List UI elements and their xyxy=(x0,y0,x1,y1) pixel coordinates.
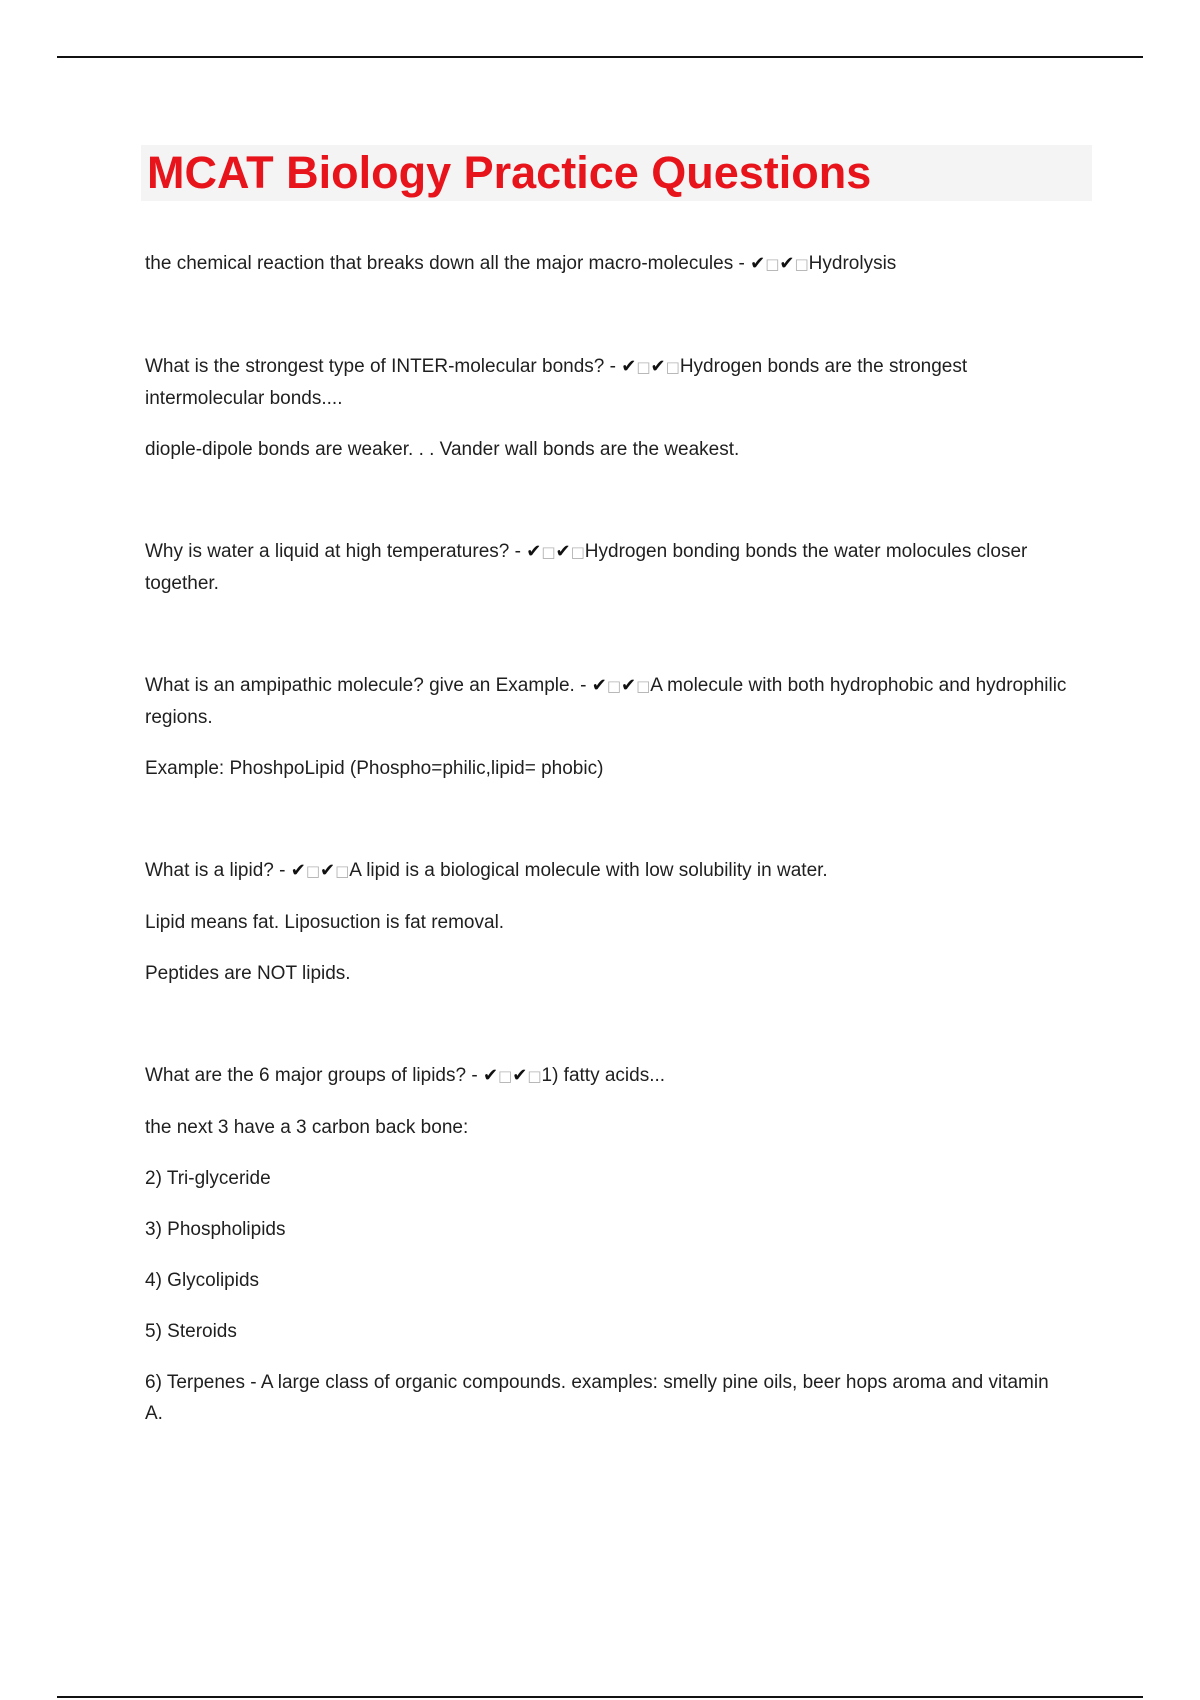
qa-question: What is the strongest type of INTER-molecular bonds? - xyxy=(145,356,622,377)
qa-question: What is an ampipathic molecule? give an Example. - xyxy=(145,675,592,696)
bottom-rule xyxy=(57,1696,1143,1698)
qa-item xyxy=(145,351,1070,465)
box-glyph-icon: □ xyxy=(527,1067,542,1085)
qa-question-line xyxy=(145,536,1070,599)
box-glyph-icon: □ xyxy=(570,543,585,561)
check-mark-icon: ✔ xyxy=(526,541,542,562)
qa-question-line xyxy=(145,351,1070,414)
qa-answer: Hydrolysis xyxy=(808,253,897,274)
box-glyph-icon: □ xyxy=(305,862,321,880)
qa-extra-line: 3) Phospholipids xyxy=(145,1219,286,1240)
check-mark-icon: ✔ xyxy=(290,860,306,881)
qa-extra-line: 5) Steroids xyxy=(145,1321,237,1342)
qa-extra-line: Example: PhoshpoLipid (Phospho=philic,lipid= phobic) xyxy=(145,758,604,779)
box-glyph-icon: □ xyxy=(636,677,651,695)
qa-answer: A lipid is a biological molecule with low solubility in water. xyxy=(349,860,828,881)
qa-item xyxy=(145,670,1070,784)
check-mark-icon: ✔ xyxy=(512,1065,528,1086)
check-mark-icon: ✔ xyxy=(750,253,766,274)
qa-item xyxy=(145,536,1070,599)
box-glyph-icon: □ xyxy=(636,358,651,376)
qa-extra-line: the next 3 have a 3 carbon back bone: xyxy=(145,1117,469,1138)
box-glyph-icon: □ xyxy=(335,862,350,880)
check-mark-icon: ✔ xyxy=(621,356,637,377)
qa-answer: Hydrogen bonds are the strongest intermolecular bonds.... xyxy=(145,356,968,409)
check-mark-icon: ✔ xyxy=(555,541,571,562)
qa-extra-line: 6) Terpenes - A large class of organic compounds. examples: smelly pine oils, beer hops aroma and vitamin A. xyxy=(145,1372,1049,1424)
qa-item xyxy=(145,1060,1070,1429)
qa-extra-line: 4) Glycolipids xyxy=(145,1270,260,1291)
check-mark-icon: ✔ xyxy=(591,675,607,696)
check-mark-icon: ✔ xyxy=(482,1065,499,1086)
qa-question-line xyxy=(145,855,1070,887)
qa-item xyxy=(145,248,1070,280)
box-glyph-icon: □ xyxy=(541,543,556,561)
qa-question-line xyxy=(145,670,1070,733)
box-glyph-icon: □ xyxy=(794,255,809,273)
check-mark-icon: ✔ xyxy=(650,356,666,377)
box-glyph-icon: □ xyxy=(765,255,780,273)
qa-question: What is a lipid? - xyxy=(145,860,291,881)
qa-answer: A molecule with both hydrophobic and hydrophilic regions. xyxy=(145,675,1067,728)
qa-extra-line: Lipid means fat. Liposuction is fat removal. xyxy=(145,912,505,933)
box-glyph-icon: □ xyxy=(606,677,621,695)
qa-question-line xyxy=(145,1060,1070,1092)
qa-question-line xyxy=(145,248,1070,280)
page-title: MCAT Biology Practice Questions xyxy=(147,147,872,198)
check-mark-icon: ✔ xyxy=(320,860,336,881)
qa-answer: 1) fatty acids... xyxy=(541,1065,666,1086)
qa-extra-line: Peptides are NOT lipids. xyxy=(145,963,351,984)
qa-extra-line: diople-dipole bonds are weaker. . . Vander wall bonds are the weakest. xyxy=(145,439,740,460)
check-mark-icon: ✔ xyxy=(621,675,637,696)
qa-item xyxy=(145,855,1070,989)
box-glyph-icon: □ xyxy=(665,358,680,376)
top-rule xyxy=(57,56,1143,58)
box-glyph-icon: □ xyxy=(498,1067,513,1085)
check-mark-icon: ✔ xyxy=(779,253,795,274)
qa-answer: Hydrogen bonding bonds the water molocules closer together. xyxy=(145,541,1028,594)
qa-question: What are the 6 major groups of lipids? - xyxy=(145,1065,483,1086)
qa-extra-line: 2) Tri-glyceride xyxy=(145,1168,271,1189)
qa-list xyxy=(145,248,1070,1429)
qa-question: the chemical reaction that breaks down all the major macro-molecules - xyxy=(145,253,751,274)
qa-question: Why is water a liquid at high temperatures? - xyxy=(145,541,527,562)
